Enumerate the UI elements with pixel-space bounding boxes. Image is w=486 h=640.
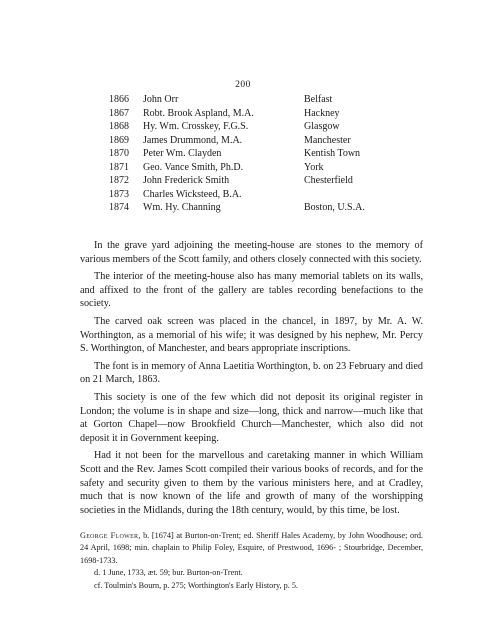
minister-place: York	[304, 161, 324, 173]
minister-name: Robt. Brook Aspland, M.A.	[143, 107, 254, 119]
minister-year: 1872	[109, 175, 129, 186]
minister-year: 1868	[109, 121, 129, 132]
minister-name: John Frederick Smith	[143, 175, 230, 186]
minister-year: 1874	[109, 202, 129, 213]
footnote-text: , b. [1674] at Burton-on-Trent; ed. Sheriff Hales Academy, by John Woodhouse; ord. 24 April, 1698; min. chaplain to Philip Foley, Esquire, of Prestwood, 1696- ; Stourbridge, December, 1698-1733.	[80, 531, 423, 565]
minister-place: Boston, U.S.A.	[304, 202, 365, 213]
minister-name: Peter Wm. Clayden	[143, 148, 222, 159]
minister-place: Manchester	[304, 134, 351, 146]
paragraph: In the grave yard adjoining the meeting-house are stones to the memory of various members of the Scott family, and others closely connected with this society.	[80, 240, 423, 265]
minister-year: 1871	[109, 161, 129, 173]
minister-name: Wm. Hy. Channing	[143, 202, 221, 213]
footnote	[80, 530, 423, 592]
minister-place: Glasgow	[304, 121, 340, 132]
footnote-entry	[80, 530, 423, 567]
footnote-line: cf. Toulmin's Bourn, p. 275; Worthington's Early History, p. 5.	[94, 580, 298, 590]
paragraph: The carved oak screen was placed in the chancel, in 1897, by Mr. A. W. Worthington, as a memorial of his wife; it was designed by his nephew, Mr. Percy S. Worthington, of Manchester, and bears appropriate inscriptions.	[80, 315, 423, 355]
minister-year: 1869	[109, 134, 129, 146]
footnote-name: George Flower	[80, 531, 139, 540]
body-text	[80, 239, 423, 517]
minister-year: 1866	[109, 94, 129, 105]
minister-place: Kentish Town	[304, 148, 361, 159]
footnote-line: d. 1 June, 1733, æt. 59; bur. Burton-on-Trent.	[94, 568, 243, 578]
minister-place: Hackney	[304, 107, 340, 119]
minister-name: John Orr	[143, 94, 179, 105]
paragraph: This society is one of the few which did not deposit its original register in London; the volume is in shape and size—long, thick and narrow—much like that at Gorton Chapel—now Brookfield Church—Manchester, which also did not deposit it in Government keeping.	[80, 391, 423, 444]
page-number: 200	[235, 80, 251, 90]
minister-name: Hy. Wm. Crosskey, F.G.S.	[143, 121, 249, 132]
minister-name: James Drummond, M.A.	[143, 134, 243, 146]
paragraph: The interior of the meeting-house also has many memorial tablets on its walls, and affixed to the front of the gallery are tables recording benefactions to the society.	[80, 271, 423, 310]
paragraph: Had it not been for the marvellous and caretaking manner in which William Scott and the Rev. James Scott compiled their various books of records, and for the safety and security given to them by the various ministers here, and at Cradley, much that is now known of the life and growth of many of the worshipping societies in the Midlands, during the 18th century, would, by this time, be lost.	[80, 450, 423, 516]
minister-year: 1867	[109, 107, 129, 119]
minister-name: Geo. Vance Smith, Ph.D.	[143, 161, 244, 173]
paragraph: The font is in memory of Anna Laetitia Worthington, b. on 23 February and died on 21 March, 1863.	[80, 360, 423, 386]
minister-name: Charles Wicksteed, B.A.	[143, 188, 242, 200]
minister-year: 1873	[109, 188, 129, 200]
minister-year: 1870	[109, 148, 129, 159]
minister-place: Chesterfield	[304, 175, 353, 186]
minister-place: Belfast	[304, 94, 333, 105]
